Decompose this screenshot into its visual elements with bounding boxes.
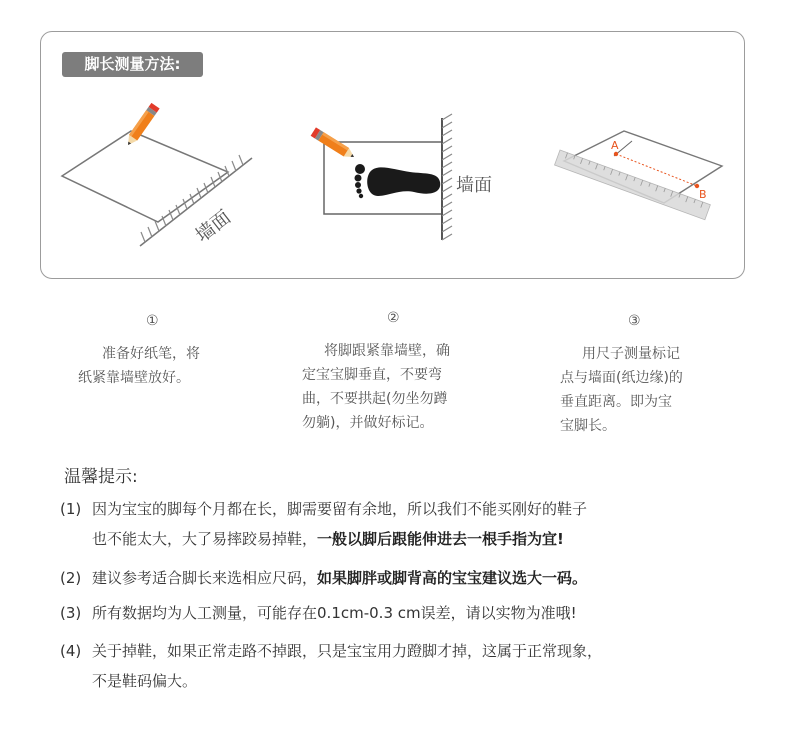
step-1-line: 纸紧靠墙壁放好。	[78, 370, 190, 386]
tip-number: (4)	[60, 642, 82, 660]
tip-text-bold: 如果脚胖或脚背高的宝宝建议选大一码。	[317, 569, 588, 587]
tip-text: 建议参考适合脚长来选相应尺码，	[92, 569, 318, 587]
step-3-line: 垂直距离。即为宝	[560, 394, 672, 410]
tip-number: (3)	[60, 604, 82, 622]
step-1-text	[78, 342, 200, 390]
tip-text: 也不能太大，大了易摔跤易掉鞋，	[92, 530, 318, 548]
step-3-number: ③	[628, 313, 641, 329]
step-2-line: 定宝宝脚垂直，不要弯	[302, 367, 442, 383]
tip-text: 因为宝宝的脚每个月都在长，脚需要留有余地，所以我们不能买刚好的鞋子	[92, 500, 588, 518]
illustration-paper-wall	[62, 103, 252, 247]
step-3-line: 宝脚长。	[560, 418, 616, 434]
tip-item-4	[60, 636, 602, 696]
step-3-line: 点与墙面(纸边缘)的	[560, 370, 683, 386]
step-2-number: ②	[387, 310, 400, 326]
tips-title: 温馨提示:	[64, 467, 138, 487]
step-1-number: ①	[146, 313, 159, 329]
tip-text: 不是鞋码偏大。	[92, 672, 198, 690]
point-b-label: B	[699, 188, 707, 201]
tip-item-3	[60, 598, 577, 628]
tip-item-2	[60, 563, 587, 593]
step-1-line: 准备好纸笔，将	[102, 346, 200, 362]
step-2-line: 将脚跟紧靠墙壁，确	[324, 343, 450, 359]
step-2-line: 勿躺)，并做好标记。	[302, 415, 434, 431]
illustration-foot-wall	[311, 114, 492, 240]
tip-item-1	[60, 494, 587, 554]
illustration-ruler-measure	[555, 131, 722, 220]
step-2-line: 曲，不要拱起(勿坐勿蹲	[302, 391, 448, 407]
wall-label-1: 墙面	[191, 206, 236, 247]
tip-number: (1)	[60, 500, 82, 518]
point-a-label: A	[611, 139, 619, 152]
tip-text: 关于掉鞋，如果正常走路不掉跟，只是宝宝用力蹬脚才掉，这属于正常现象，	[92, 642, 603, 660]
step-2-text	[302, 339, 450, 435]
step-3-line: 用尺子测量标记	[582, 346, 680, 362]
wall-label-2: 墙面	[456, 175, 492, 196]
illustrations	[0, 0, 790, 290]
tip-number: (2)	[60, 569, 82, 587]
tip-text-bold: 一般以脚后跟能伸进去一根手指为宜!	[317, 530, 564, 548]
method-title-badge: 脚长测量方法:	[62, 52, 203, 77]
step-3-text	[560, 342, 683, 438]
tip-text: 所有数据均为人工测量，可能存在0.1cm-0.3 cm误差，请以实物为准哦!	[92, 604, 577, 622]
